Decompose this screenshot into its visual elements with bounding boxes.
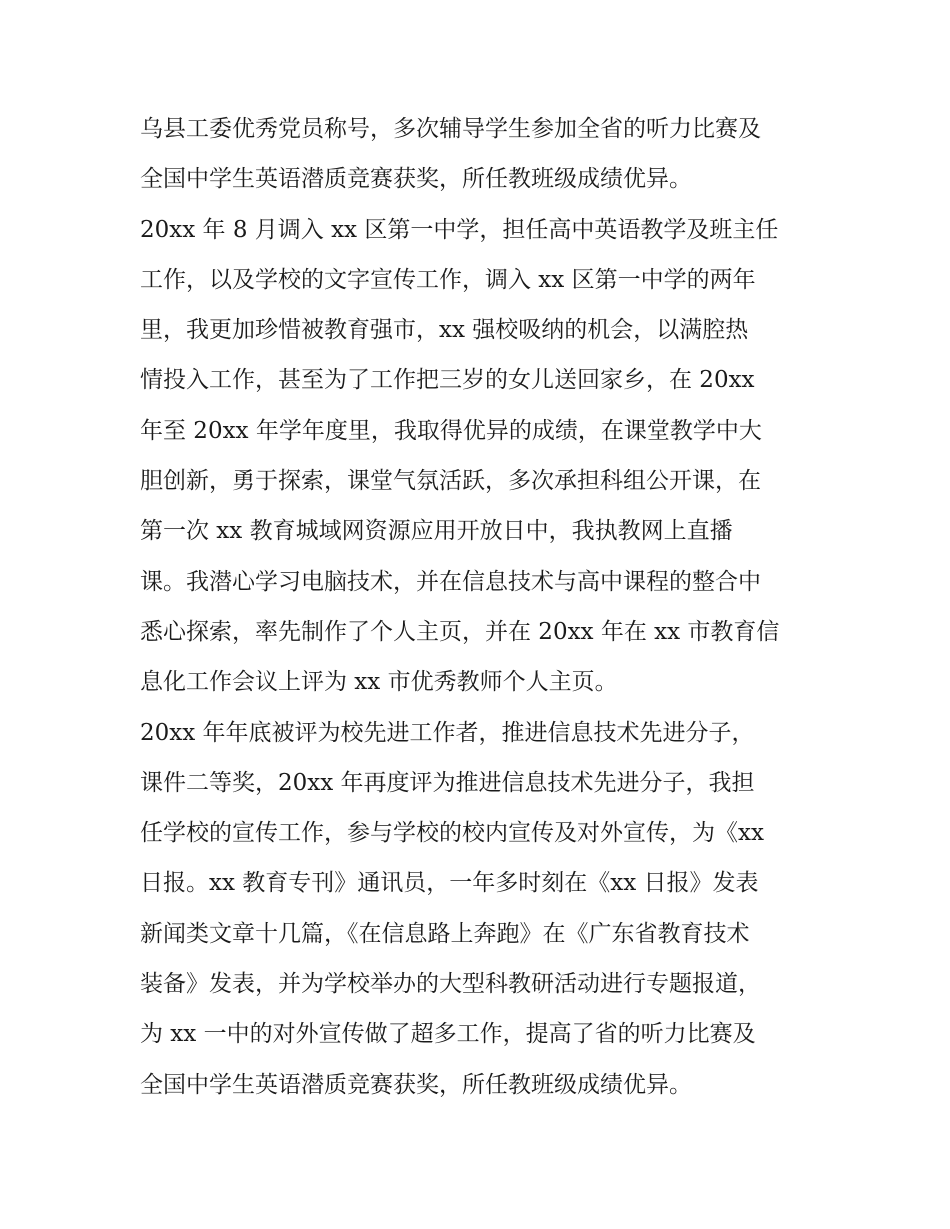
text-line: 任学校的宣传工作，参与学校的校内宣传及对外宣传，为《xx (140, 820, 764, 847)
text-line: 里，我更加珍惜被教育强市，xx 强校吸纳的机会，以满腔热 (140, 317, 749, 344)
text-line: 年至 20xx 年学年度里，我取得优异的成绩，在课堂教学中大 (140, 417, 762, 444)
text-line: 全国中学生英语潜质竞赛获奖，所任教班级成绩优异。 (140, 1071, 692, 1098)
text-line: 新闻类文章十几篇，《在信息路上奔跑》在《广东省教育技术 (140, 920, 750, 947)
text-line: 课件二等奖，20xx 年再度评为推进信息技术先进分子，我担 (140, 769, 755, 796)
text-line: 胆创新，勇于探索，课堂气氛活跃，多次承担科组公开课，在 (140, 468, 761, 495)
text-line: 息化工作会议上评为 xx 市优秀教师个人主页。 (140, 669, 618, 696)
text-line: 日报。xx 教育专刊》通讯员，一年多时刻在《xx 日报》发表 (140, 870, 759, 897)
text-line: 装备》发表，并为学校举办的大型科教研活动进行专题报道， (140, 971, 761, 998)
text-line: 全国中学生英语潜质竞赛获奖，所任教班级成绩优异。 (140, 166, 692, 193)
text-line: 悉心探索，率先制作了个人主页，并在 20xx 年在 xx 市教育信 (140, 618, 780, 645)
text-line: 乌县工委优秀党员称号，多次辅导学生参加全省的听力比赛及 (140, 116, 761, 142)
body-text (140, 104, 830, 1110)
text-line: 20xx 年年底被评为校先进工作者，推进信息技术先进分子， (140, 719, 755, 746)
text-line: 情投入工作，甚至为了工作把三岁的女儿送回家乡，在 20xx (140, 367, 755, 394)
text-line: 第一次 xx 教育城域网资源应用开放日中，我执教网上直播 (140, 518, 733, 545)
text-line: 课。我潜心学习电脑技术，并在信息技术与高中课程的整合中 (140, 568, 761, 595)
text-line: 20xx 年 8 月调入 xx 区第一中学，担任高中英语教学及班主任 (140, 216, 779, 243)
text-line: 工作，以及学校的文字宣传工作，调入 xx 区第一中学的两年 (140, 266, 756, 293)
text-line: 为 xx 一中的对外宣传做了超多工作，提高了省的听力比赛及 (140, 1021, 756, 1048)
